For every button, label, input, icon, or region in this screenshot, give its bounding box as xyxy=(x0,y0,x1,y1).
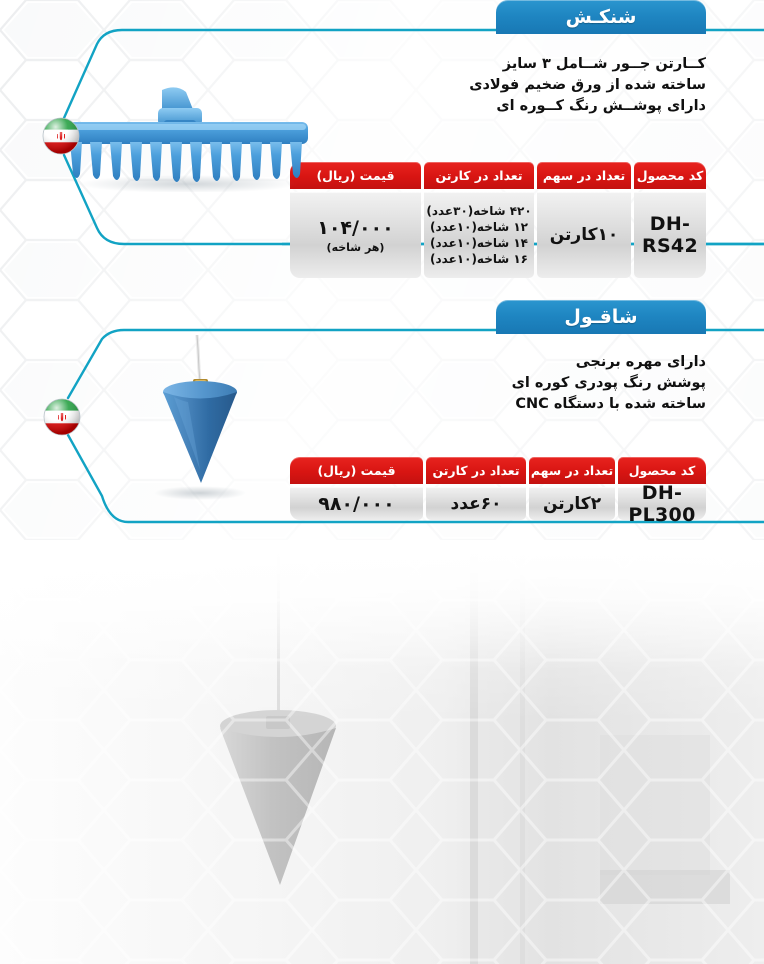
product-title-rake: شنکـش xyxy=(565,6,637,28)
description-line: دارای پوشــش رنگ کــوره ای xyxy=(496,98,706,114)
header-product-code: کد محصول xyxy=(618,457,706,484)
product-title-plumb-bob: شاقـول xyxy=(564,306,638,328)
product-title-banner-plumb-bob xyxy=(496,300,706,334)
iran-flag-badge xyxy=(42,117,80,155)
cell-product-code: DH-RS42 xyxy=(634,192,706,278)
spec-table-plumb-bob xyxy=(290,457,706,526)
cell-qty-in-share: ۱۰کارتن xyxy=(537,192,631,278)
cell-price: ۹۸۰/۰۰۰ xyxy=(290,487,423,520)
product-description-rake xyxy=(406,54,706,117)
header-qty-in-share: تعداد در سهم xyxy=(529,457,615,484)
product-card-rake xyxy=(0,0,764,300)
header-price: قیمت (ریال) xyxy=(290,457,423,484)
description-line: پوشش رنگ پودری کوره ای xyxy=(511,375,706,391)
cell-price: ۱۰۴/۰۰۰ (هر شاخه) xyxy=(290,192,421,278)
description-line: کــارتن جــور شــامل ۳ سایز xyxy=(502,56,706,72)
description-line: ساخته شده از ورق ضخیم فولادی xyxy=(469,77,706,93)
header-qty-in-carton: تعداد در کارتن xyxy=(424,162,534,189)
spec-table-header-row xyxy=(290,162,706,189)
header-qty-in-carton: تعداد در کارتن xyxy=(426,457,526,484)
iran-flag-badge xyxy=(43,398,81,436)
product-description-plumb-bob xyxy=(406,352,706,415)
rake-icon xyxy=(58,82,318,192)
spec-table-data-row xyxy=(290,481,706,526)
header-price: قیمت (ریال) xyxy=(290,162,421,189)
cell-product-code: DH-PL300 xyxy=(618,487,706,520)
cell-qty-in-carton: ۴۲۰ شاخه(۳۰عدد) ۱۲ شاخه(۱۰عدد) ۱۴ شاخه(۱۰عدد) ۱۶ شاخه(۱۰عدد) xyxy=(424,192,534,278)
plumb-bob-icon xyxy=(140,335,260,505)
product-title-banner-rake xyxy=(496,0,706,34)
description-line: ساخته شده با دستگاه CNC xyxy=(515,396,706,412)
header-qty-in-share: تعداد در سهم xyxy=(537,162,631,189)
product-card-plumb-bob xyxy=(0,300,764,540)
description-line: دارای مهره برنجی xyxy=(575,354,706,370)
spec-table-header-row xyxy=(290,457,706,484)
cell-qty-in-carton: ۶۰عدد xyxy=(426,487,526,520)
header-product-code: کد محصول xyxy=(634,162,706,189)
cell-qty-in-share: ۲کارتن xyxy=(529,487,615,520)
spec-table-data-row xyxy=(290,192,706,278)
spec-table-rake xyxy=(290,162,706,278)
